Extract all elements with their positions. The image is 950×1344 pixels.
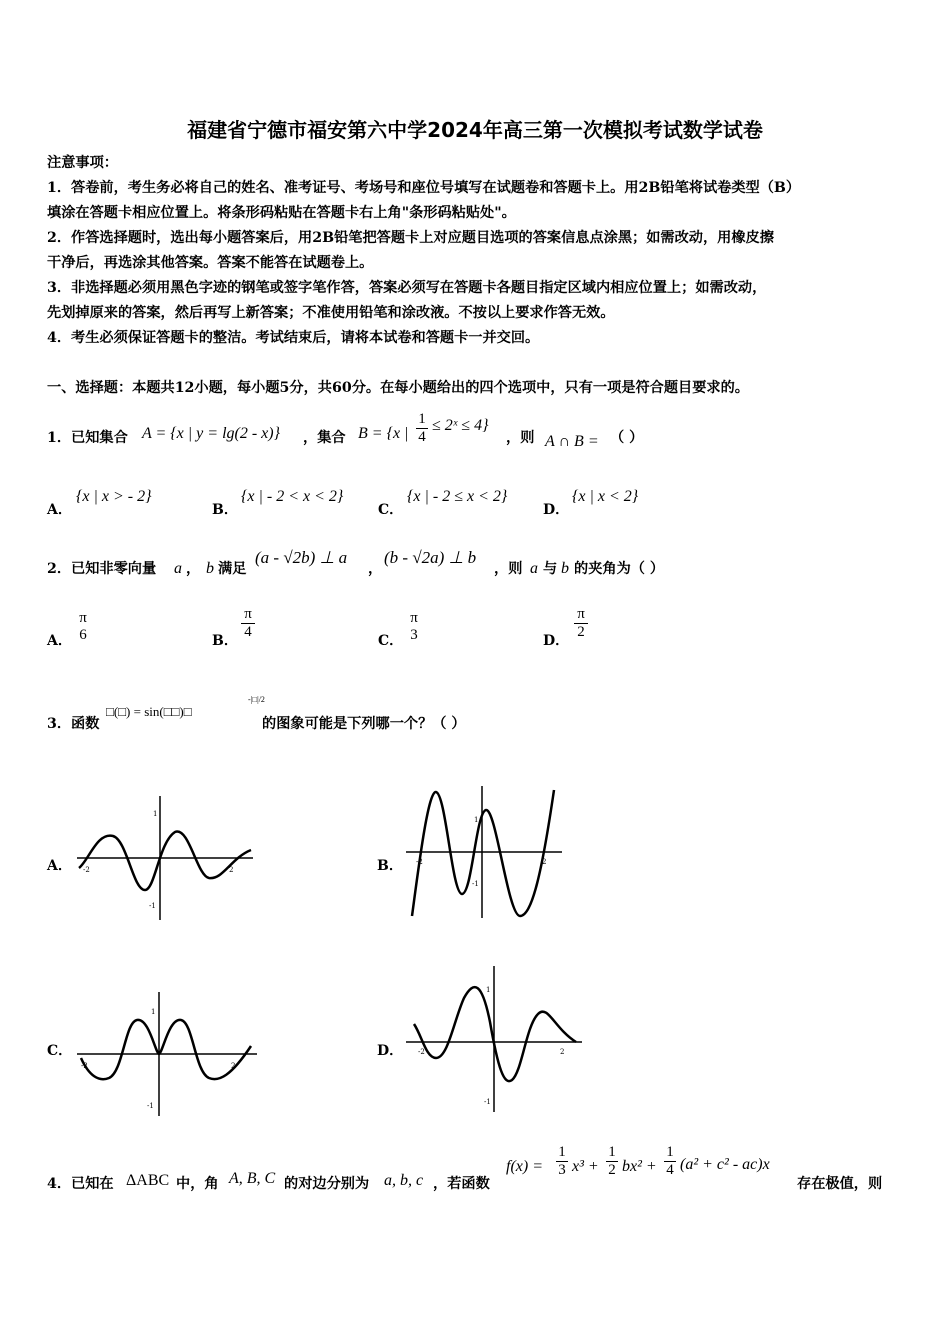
tick-label: 1 <box>486 986 491 994</box>
q2-prefix: 2．已知非零向量 <box>47 561 157 577</box>
q2-option-c-den: 3 <box>410 627 418 643</box>
q2-condition-2: (b - √2a) ⊥ b <box>384 548 477 567</box>
q4-frac-3-num: 1 <box>664 1144 676 1162</box>
q2-option-c-num: π <box>410 610 418 626</box>
tick-label: 2 <box>229 866 234 874</box>
q3-formula-sup: -|□|/2 <box>248 695 265 704</box>
notice-line: 先划掉原来的答案，然后再写上新答案；不准使用铅笔和涂改液。不按以上要求作答无效。 <box>47 305 615 321</box>
tick-label: -1 <box>147 1102 154 1110</box>
q2-option-c[interactable] <box>407 610 421 644</box>
notice-line: 4．考生必须保证答题卡的整洁。考试结束后，请将本试卷和答题卡一并交回。 <box>47 330 540 346</box>
q3-option-a-label: A． <box>47 858 72 874</box>
q4-tail: 存在极值，则 <box>797 1176 883 1192</box>
q1-set-a: A = {x | y = lg(2 - x)} <box>142 425 281 442</box>
q2-option-c-label: C． <box>378 633 404 649</box>
tick-label: -2 <box>81 1062 88 1070</box>
q3-option-a-graph[interactable] <box>75 792 255 922</box>
q4-mid2: 的对边分别为 <box>284 1176 370 1192</box>
q2-vector-a: a <box>174 560 182 577</box>
curve <box>81 1020 251 1079</box>
notice-line: 1．答卷前，考生务必将自己的姓名、准考证号、考场号和座位号填写在试题卷和答题卡上。用2B铅笔将试卷类型（B） <box>47 180 801 196</box>
notice-heading: 注意事项： <box>47 155 118 171</box>
q2-vector-b: b <box>206 560 214 577</box>
tick-label: -1 <box>472 880 479 888</box>
q4-frac-3 <box>664 1144 676 1179</box>
q2-option-a-num: π <box>79 610 87 626</box>
q1-suffix: ，则 <box>506 430 535 446</box>
curve <box>412 790 554 916</box>
q3-option-d-graph[interactable] <box>404 962 584 1117</box>
q2-option-d[interactable] <box>574 606 588 641</box>
q3-option-c-label: C． <box>47 1043 73 1059</box>
q1-set-b-right: ≤ 2ˣ ≤ 4} <box>432 417 489 434</box>
q4-f: f(x) = <box>506 1158 543 1175</box>
tick-label: 2 <box>560 1048 565 1056</box>
tick-label: 2 <box>231 1062 236 1070</box>
q4-term-3: (a² + c² - ac)x <box>680 1156 770 1173</box>
q4-angles: A, B, C <box>229 1170 276 1187</box>
q3-option-c-graph[interactable] <box>75 988 260 1118</box>
q1-frac-den: 4 <box>418 429 426 445</box>
q4-frac-2-num: 1 <box>606 1144 618 1162</box>
q3-prefix: 3．函数 <box>47 716 100 732</box>
tick-label: 1 <box>474 816 479 824</box>
q1-option-b-label: B． <box>212 502 238 518</box>
q2-condition-1: (a - √2b) ⊥ a <box>255 548 348 567</box>
q4-frac-1-den: 3 <box>558 1162 566 1178</box>
tick-label: 1 <box>151 1008 156 1016</box>
q2-comma: ， <box>186 561 201 577</box>
notice-line: 填涂在答题卡相应位置上。将条形码粘贴在答题卡右上角"条形码粘贴处"。 <box>47 205 516 221</box>
q2-option-b-label: B． <box>212 633 238 649</box>
q3-tail: 的图象可能是下列哪一个？（ ） <box>262 716 466 732</box>
q4-mid3: ，若函数 <box>433 1176 490 1192</box>
q2-vector-b-2: b <box>561 560 569 577</box>
tick-label: -1 <box>149 902 156 910</box>
tick-label: 2 <box>542 858 547 866</box>
q1-option-d[interactable]: {x | x < 2} <box>572 488 639 505</box>
page-title: 福建省宁德市福安第六中学2024年高三第一次模拟考试数学试卷 <box>187 118 763 142</box>
tick-label: -2 <box>418 1048 425 1056</box>
q4-term-1: x³ + <box>572 1158 599 1175</box>
q4-frac-2-den: 2 <box>608 1162 616 1178</box>
tick-label: 1 <box>153 810 158 818</box>
notice-line: 2．作答选择题时，选出每小题答案后，用2B铅笔把答题卡上对应题目选项的答案信息点涂黑；如需改动，用橡皮擦 <box>47 230 774 246</box>
q2-with: 与 <box>543 561 558 577</box>
q2-option-b[interactable] <box>241 606 255 641</box>
q3-formula: □(□) = sin(□□)□ <box>106 704 192 719</box>
curve <box>79 832 251 890</box>
q3-option-d-label: D． <box>377 1043 404 1059</box>
q4-triangle: ΔABC <box>126 1172 170 1189</box>
section-heading: 一、选择题：本题共12小题，每小题5分，共60分。在每小题给出的四个选项中，只有一项是符合题目要求的。 <box>47 380 749 396</box>
q2-option-b-den: 4 <box>244 624 252 640</box>
q3-option-b-graph[interactable] <box>404 782 564 922</box>
q1-option-a-label: A． <box>47 502 72 518</box>
q1-mid: ，集合 <box>303 430 346 446</box>
q2-sep: ， <box>368 561 383 577</box>
q4-term-2: bx² + <box>622 1158 657 1175</box>
q2-tail: 的夹角为（ ） <box>574 561 665 577</box>
q4-prefix: 4．已知在 <box>47 1176 114 1192</box>
q1-option-b[interactable]: {x | - 2 < x < 2} <box>241 488 344 505</box>
q1-option-c[interactable]: {x | - 2 ≤ x < 2} <box>407 488 508 505</box>
q1-option-c-label: C． <box>378 502 404 518</box>
q4-frac-3-den: 4 <box>666 1162 674 1178</box>
q2-option-d-num: π <box>574 606 588 624</box>
q2-option-d-den: 2 <box>577 624 585 640</box>
tick-label: -1 <box>484 1098 491 1106</box>
q2-option-a-label: A． <box>47 633 72 649</box>
q1-option-a[interactable]: {x | x > - 2} <box>76 488 152 505</box>
q1-expr: A ∩ B = <box>545 433 599 450</box>
q1-frac-num: 1 <box>416 411 428 429</box>
q4-frac-1-num: 1 <box>556 1144 568 1162</box>
q2-option-a-den: 6 <box>79 627 87 643</box>
q1-set-b-left: B = {x | <box>358 425 409 442</box>
q1-fraction <box>416 411 428 446</box>
notice-line: 干净后，再选涂其他答案。答案不能答在试题卷上。 <box>47 255 374 271</box>
q2-then: ，则 <box>494 561 523 577</box>
q4-sides: a, b, c <box>384 1172 424 1189</box>
q4-frac-1 <box>556 1144 568 1179</box>
notice-line: 3．非选择题必须用黑色字迹的钢笔或签字笔作答，答案必须写在答题卡各题目指定区域内相应位置上；如需改动， <box>47 280 767 296</box>
q1-prefix: 1．已知集合 <box>47 430 128 446</box>
q4-mid1: 中，角 <box>176 1176 219 1192</box>
q2-vector-a-2: a <box>530 560 538 577</box>
q2-option-b-num: π <box>241 606 255 624</box>
q2-option-d-label: D． <box>543 633 570 649</box>
q1-paren: （ ） <box>610 430 644 446</box>
q3-option-b-label: B． <box>377 858 403 874</box>
q2-satisfy: 满足 <box>218 561 247 577</box>
tick-label: -2 <box>83 866 90 874</box>
q1-option-d-label: D． <box>543 502 570 518</box>
q2-option-a[interactable] <box>76 610 90 644</box>
curve <box>414 987 576 1081</box>
tick-label: -2 <box>416 858 423 866</box>
q4-frac-2 <box>606 1144 618 1179</box>
